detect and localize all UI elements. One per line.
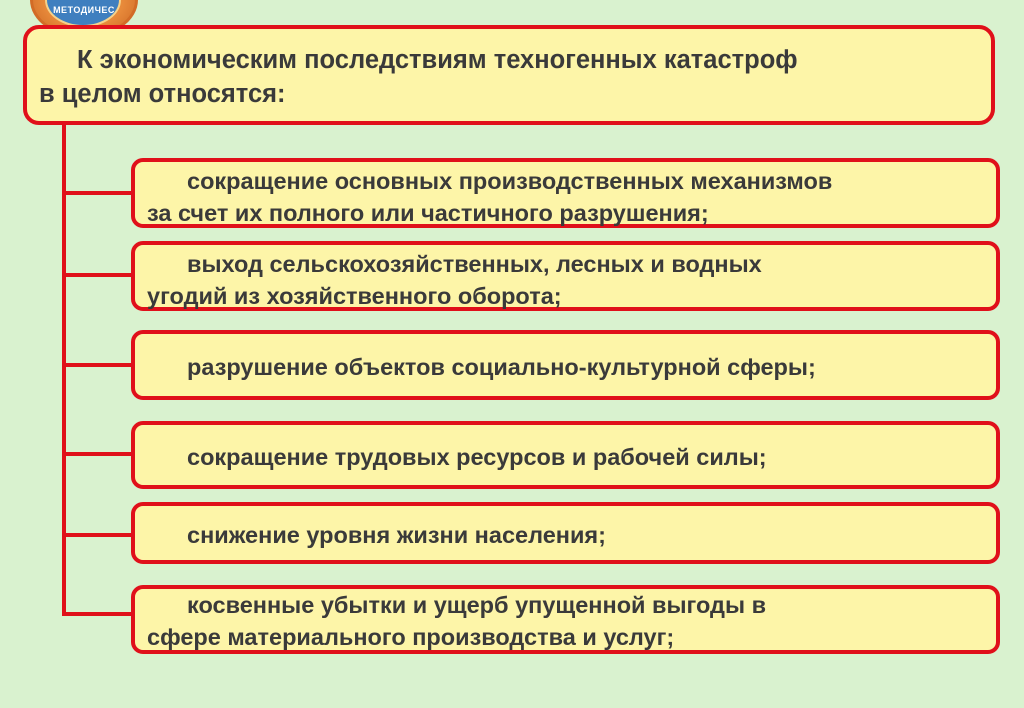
connector-spine [62,125,66,614]
item-text-5: снижение уровня жизни населения; [187,522,606,548]
item-box-3 [131,330,1000,400]
item-box-4 [131,421,1000,489]
connector-branch-5 [62,533,132,537]
item-box-2 [131,241,1000,311]
item-text-2: выход сельскохозяйственных, лесных и водных угодий из хозяйственного оборота; [147,251,762,309]
header-title: К экономическим последствиям техногенных катастроф в целом относятся: [39,46,798,108]
item-text-1: сокращение основных производственных механизмов за счет их полного или частичного разрушения; [147,168,833,226]
item-box-1 [131,158,1000,228]
item-text-6: косвенные убытки и ущерб упущенной выгоды в сфере материального производства и услуг; [147,592,767,650]
connector-branch-3 [62,363,132,367]
logo-text: МЕТОДИЧЕС [53,5,115,15]
item-box-6 [131,585,1000,654]
item-text-4: сокращение трудовых ресурсов и рабочей силы; [187,444,767,470]
item-box-5 [131,502,1000,564]
connector-branch-1 [62,191,132,195]
connector-branch-2 [62,273,132,277]
item-text-3: разрушение объектов социально-культурной сферы; [187,354,816,380]
connector-branch-6 [62,612,132,616]
connector-branch-4 [62,452,132,456]
header-box [23,25,995,125]
